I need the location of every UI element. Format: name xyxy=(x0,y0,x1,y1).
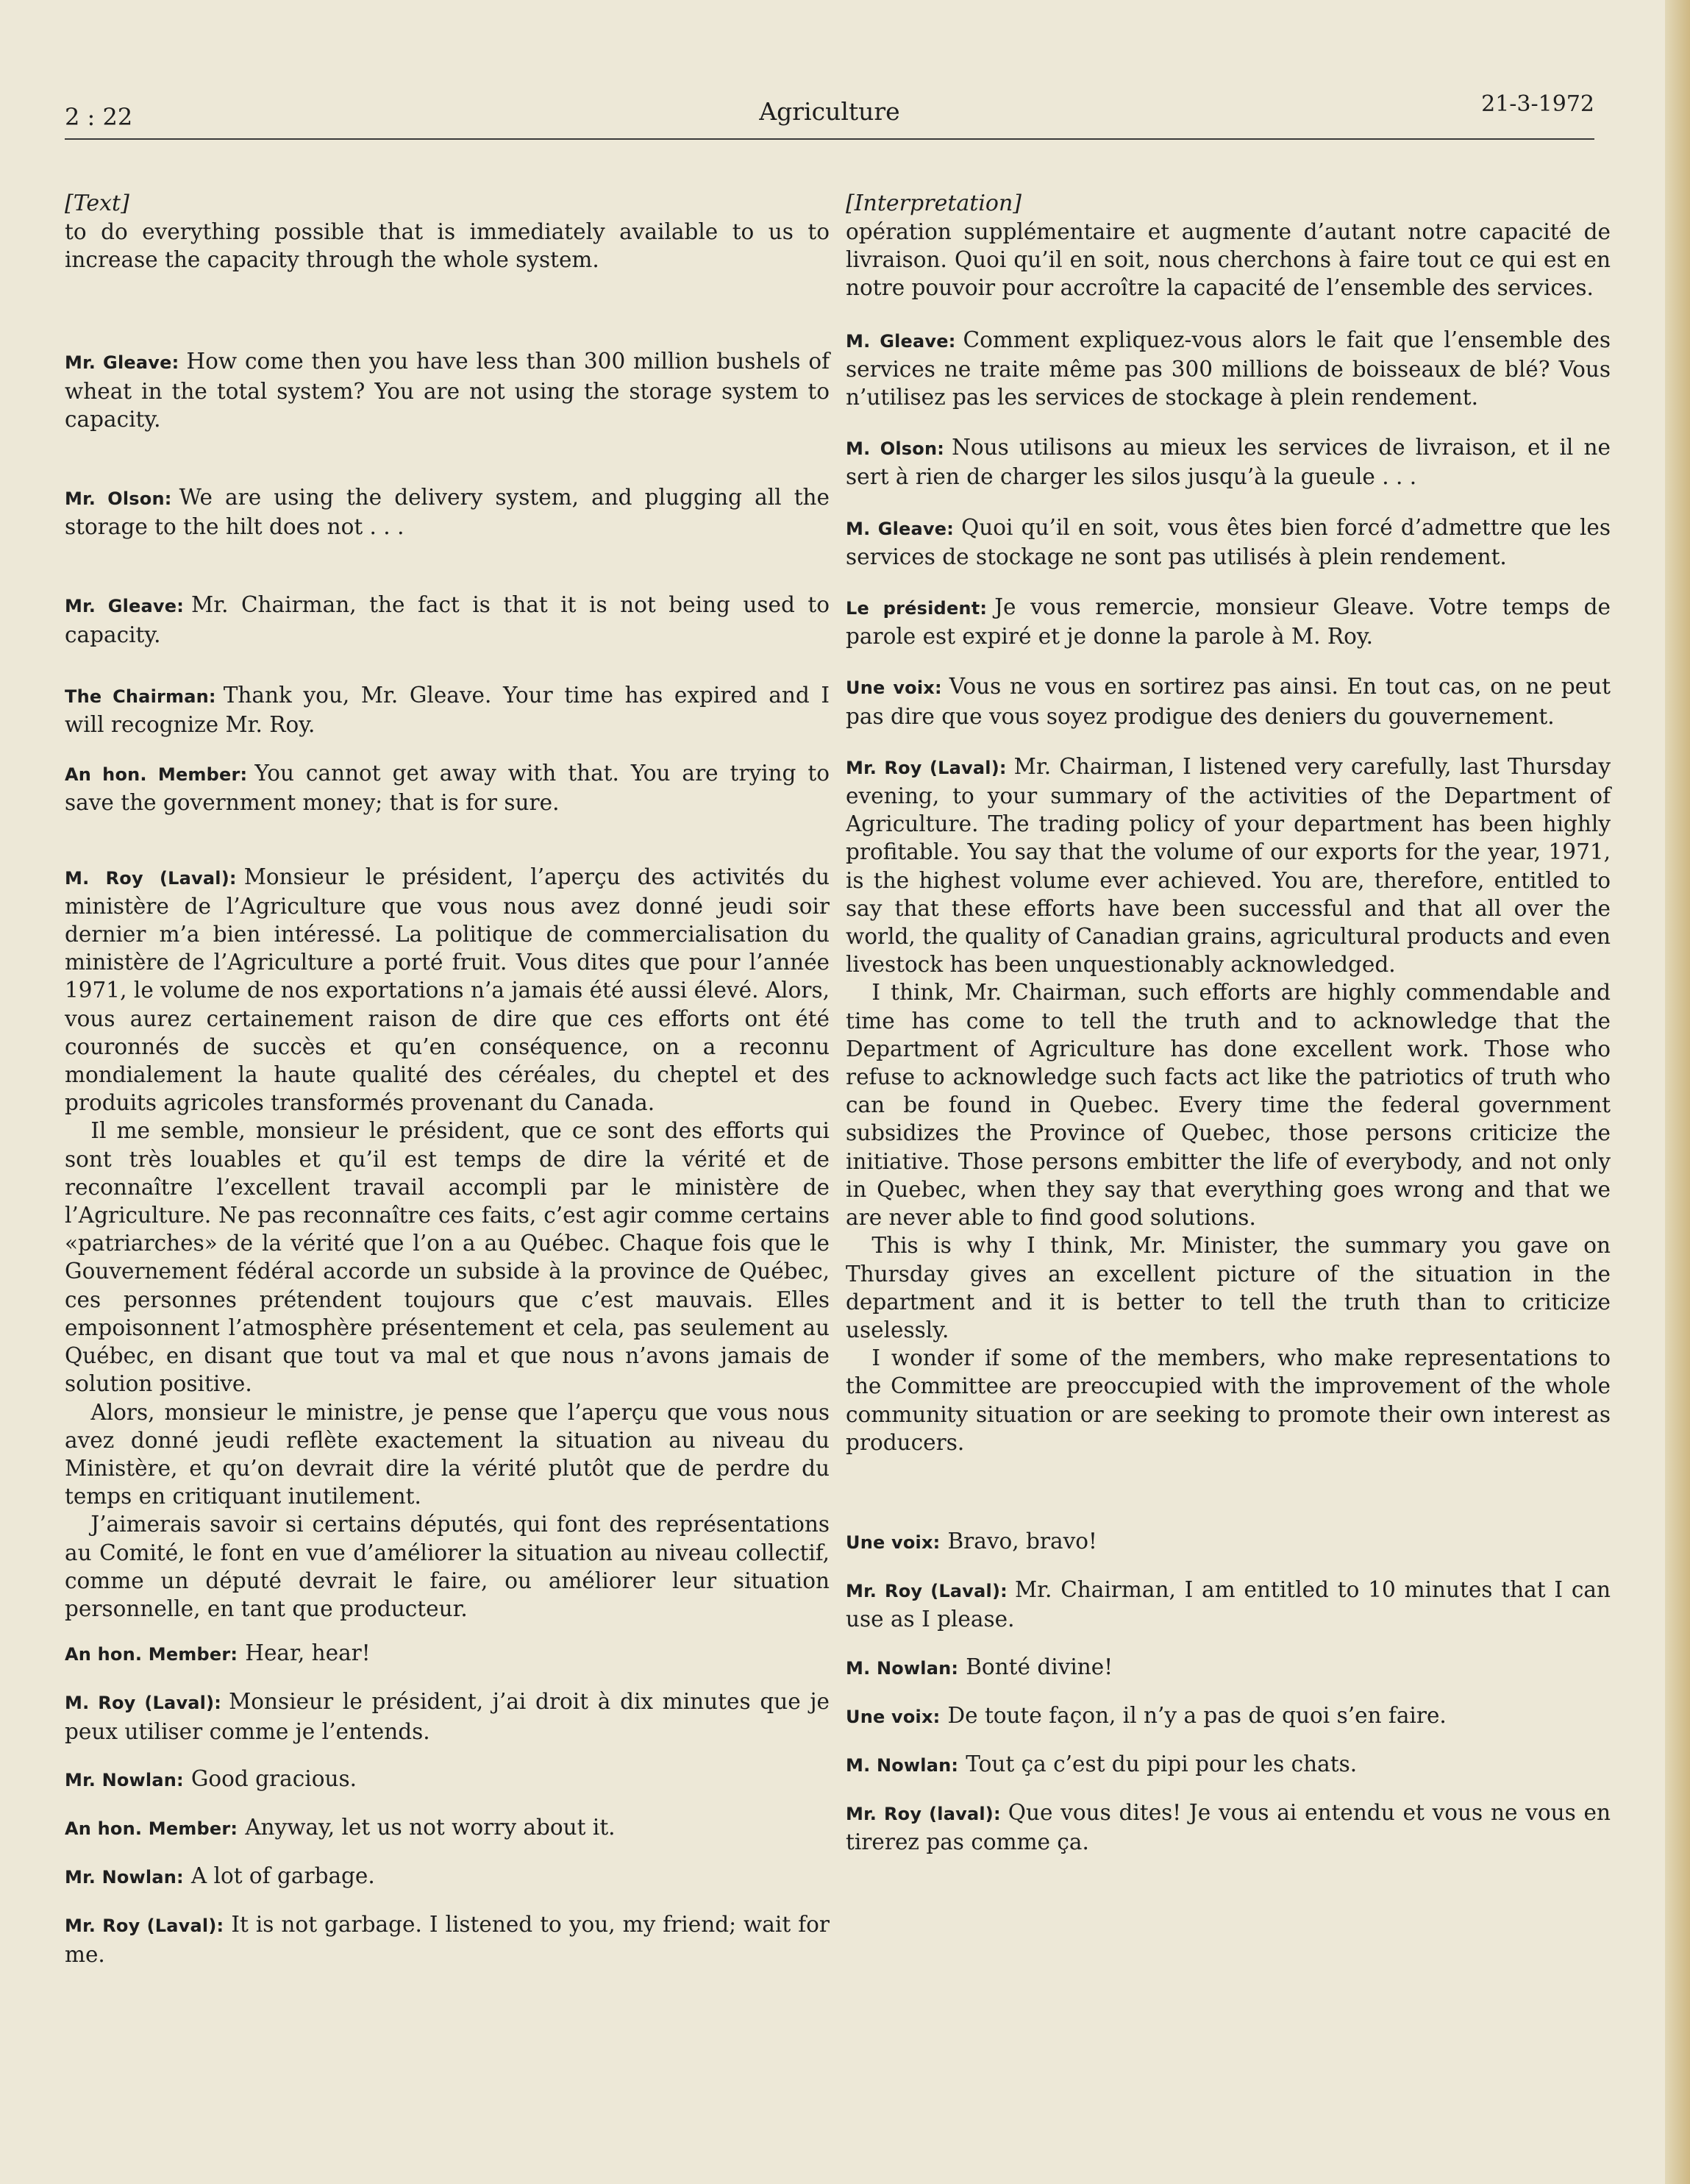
speaker-name: An hon. Member: xyxy=(65,1644,238,1665)
speech-entry xyxy=(65,681,830,739)
speaker-name: Mr. Roy (Laval): xyxy=(846,757,1007,778)
speech-text: Monsieur le président, l’aperçu des activités du ministère de l’Agriculture que vous nous avez donné jeudi soir dernier m’a bien intéressé. La politique de commercialisation du ministère de l’Agriculture a porté fruit. Vous dites que pour l’année 1971, le volume de nos exportations n’a jamais été aussi élevé. Alors, vous aurez certainement raison de dire que ces efforts ont été couronnés de succès et qu’en conséquence, on a reconnu mondialement la haute qualité des céréales, du cheptel et des produits agricoles transformés provenant du Canada. xyxy=(65,864,830,1116)
speech-entry xyxy=(846,1653,1611,1682)
speaker-name: M. Olson: xyxy=(846,438,945,460)
speech-entry xyxy=(65,347,830,433)
speech-text: Bravo, bravo! xyxy=(947,1528,1097,1554)
speaker-name: M. Nowlan: xyxy=(846,1657,959,1679)
speech-paragraph: I wonder if some of the members, who make representations to the Committee are preoccupied with the improvement of the whole community situation or are seeking to promote their own interest as producers. xyxy=(846,1345,1611,1455)
speaker-name: An hon. Member: xyxy=(65,764,248,786)
speech-entry xyxy=(65,1639,830,1668)
speech-entry xyxy=(65,483,830,541)
speech-text: Bonté divine! xyxy=(966,1654,1113,1679)
speech-entry xyxy=(65,759,830,817)
speech-entry xyxy=(846,593,1611,650)
speaker-name: Une voix: xyxy=(846,1706,941,1727)
speech-text: Vous ne vous en sortirez pas ainsi. En tout cas, on ne peut pas dire que vous soyez prodigue des deniers du gouvernement. xyxy=(846,674,1611,729)
speech-text: How come then you have less than 300 million bushels of wheat in the total system? You are not using the storage system to capacity. xyxy=(65,349,830,432)
speaker-name: Mr. Gleave: xyxy=(65,596,185,617)
speaker-name: Mr. Roy (Laval): xyxy=(65,1916,224,1937)
speech-text: You cannot get away with that. You are trying to save the government money; that is for sure. xyxy=(65,761,830,816)
speaker-name: Mr. Nowlan: xyxy=(65,1867,184,1888)
speech-text: Que vous dites! Je vous ai entendu et vous ne vous en tirerez pas comme ça. xyxy=(846,1800,1611,1855)
speaker-name: Une voix: xyxy=(846,677,942,699)
speech-entry xyxy=(846,1701,1611,1731)
issue-date: 21-3-1972 xyxy=(1481,91,1594,117)
speech-text: De toute façon, il n’y a pas de quoi s’en faire. xyxy=(947,1702,1447,1728)
speech-text: Monsieur le président, j’ai droit à dix minutes que je peux utiliser comme je l’entends. xyxy=(65,1689,830,1744)
speaker-name: Mr. Olson: xyxy=(65,488,172,510)
speaker-name: M. Roy (Laval): xyxy=(65,1693,222,1714)
speaker-name: The Chairman: xyxy=(65,686,216,707)
page-edge xyxy=(1665,0,1690,2184)
left-column xyxy=(65,190,830,1968)
speech-text: Anyway, let us not worry about it. xyxy=(245,1814,616,1840)
speaker-name: M. Gleave: xyxy=(846,518,955,539)
speech-paragraph: J’aimerais savoir si certains députés, qui font des représentations au Comité, le font en vue d’améliorer la situation au niveau collectif, comme un député devrait le faire, ou améliorer leur situation personnelle, en tant que producteur. xyxy=(65,1512,830,1621)
speech-entry xyxy=(65,1910,830,1968)
speech-entry xyxy=(846,433,1611,491)
right-column xyxy=(846,190,1611,1857)
speech-text: Nous utilisons au mieux les services de livraison, et il ne sert à rien de charger les silos jusqu’à la gueule . . . xyxy=(846,435,1611,490)
speech-paragraph: This is why I think, Mr. Minister, the summary you gave on Thursday gives an excellent picture of the situation in the department and it is better to tell the truth than to criticize uselessly. xyxy=(846,1233,1611,1342)
opening-paragraph: opération supplémentaire et augmente d’autant notre capacité de livraison. Quoi qu’il en soit, nous cherchons à faire tout ce qui est en notre pouvoir pour accroître la capacité de l’ensemble des services. xyxy=(846,219,1611,301)
speech-text: Quoi qu’il en soit, vous êtes bien forcé d’admettre que les services de stockage ne sont pas utilisés à plein rendement. xyxy=(846,514,1611,569)
speech-paragraph: Alors, monsieur le ministre, je pense que l’aperçu que vous nous avez donné jeudi reflète exactement la situation au niveau du Ministère, et qu’on devrait dire la vérité plutôt que de perdre du temps en critiquant inutilement. xyxy=(65,1399,830,1509)
speech-text: A lot of garbage. xyxy=(190,1863,375,1889)
opening-paragraph: to do everything possible that is immediately available to us to increase the capacity through the whole system. xyxy=(65,219,830,273)
speech-entry xyxy=(65,1765,830,1794)
speaker-name: Mr. Nowlan: xyxy=(65,1769,184,1790)
speaker-name: Mr. Roy (Laval): xyxy=(846,1581,1008,1602)
speech-entry xyxy=(65,1687,830,1745)
speech-entry xyxy=(846,1750,1611,1779)
speaker-name: Mr. Gleave: xyxy=(65,352,179,374)
section-label: [Text] xyxy=(65,191,129,216)
speech-entry xyxy=(65,591,830,648)
speech-text: Je vous remercie, monsieur Gleave. Votre temps de parole est expiré et je donne la parole à M. Roy. xyxy=(846,594,1611,650)
speech-entry xyxy=(846,753,1611,979)
speech-entry xyxy=(846,513,1611,571)
speech-text: Tout ça c’est du pipi pour les chats. xyxy=(966,1751,1358,1776)
speech-entry xyxy=(65,1862,830,1891)
speech-text: Mr. Chairman, I listened very carefully, last Thursday evening, to your summary of the activities of the Department of Agriculture. The trading policy of your department has been highly profitable. You say that the volume of our exports for the year, 1971, is the highest volume ever achieved. You are, therefore, entitled to say that these efforts have been successful and that all over the world, the quality of Canadian grains, agricultural products and even livestock has been unquestionably acknowledged. xyxy=(846,753,1611,978)
speech-text: Mr. Chairman, the fact is that it is not being used to capacity. xyxy=(65,592,830,647)
speech-text: Thank you, Mr. Gleave. Your time has expired and I will recognize Mr. Roy. xyxy=(65,682,830,738)
speech-paragraph: Il me semble, monsieur le président, que ce sont des efforts qui sont très louables et qu’il est temps de dire la vérité et de reconnaître l’excellent travail accompli par le ministère de l’Agriculture. Ne pas reconnaître ces faits, c’est agir comme certains «patriarches» de la vérité que l’on a au Québec. Chaque fois que le Gouvernement fédéral accorde un subside à la province de Québec, ces personnes prétendent toujours que c’est mauvais. Elles empoisonnent l’atmosphère présentement et cela, pas seulement au Québec, en disant que tout va mal et que nous n’avons jamais de solution positive. xyxy=(65,1118,830,1397)
speech-entry xyxy=(65,863,830,1117)
speech-entry xyxy=(846,672,1611,730)
page-number: 2 : 22 xyxy=(65,103,133,131)
speaker-name: M. Gleave: xyxy=(846,330,956,352)
speech-paragraph: I think, Mr. Chairman, such efforts are highly commendable and time has come to tell the truth and to acknowledge that the Department of Agriculture has done excellent work. Those who refuse to acknowledge such facts act like the patriotics of truth who can be found in Quebec. Every time the federal government subsidizes the Province of Quebec, those persons criticize the initiative. Those persons embitter the life of everybody, and not only in Quebec, when they say that everything goes wrong and that we are never able to find good solutions. xyxy=(846,980,1611,1231)
speech-text: Hear, hear! xyxy=(245,1640,371,1666)
speech-entry xyxy=(846,1799,1611,1856)
speech-entry xyxy=(846,1527,1611,1557)
speaker-name: Le président: xyxy=(846,598,988,619)
speaker-name: Mr. Roy (laval): xyxy=(846,1804,1001,1825)
journal-title: Agriculture xyxy=(759,97,900,126)
speech-text: Comment expliquez-vous alors le fait que l’ensemble des services ne traite même pas 300 millions de boisseaux de blé? Vous n’utilisez pas les services de stockage à plein rendement. xyxy=(846,327,1611,410)
speaker-name: M. Nowlan: xyxy=(846,1754,959,1776)
section-label: [Interpretation] xyxy=(846,191,1022,216)
speech-entry xyxy=(846,1576,1611,1633)
speech-text: Good gracious. xyxy=(190,1765,357,1791)
speech-entry xyxy=(846,326,1611,412)
speaker-name: M. Roy (Laval): xyxy=(65,867,237,889)
speech-text: Mr. Chairman, I am entitled to 10 minutes that I can use as I please. xyxy=(846,1577,1611,1632)
speaker-name: An hon. Member: xyxy=(65,1818,238,1839)
running-header xyxy=(65,87,1594,140)
speech-text: We are using the delivery system, and plugging all the storage to the hilt does not . . . xyxy=(65,485,830,540)
speech-entry xyxy=(65,1813,830,1843)
speech-text: It is not garbage. I listened to you, my friend; wait for me. xyxy=(65,1912,830,1967)
speaker-name: Une voix: xyxy=(846,1532,941,1553)
